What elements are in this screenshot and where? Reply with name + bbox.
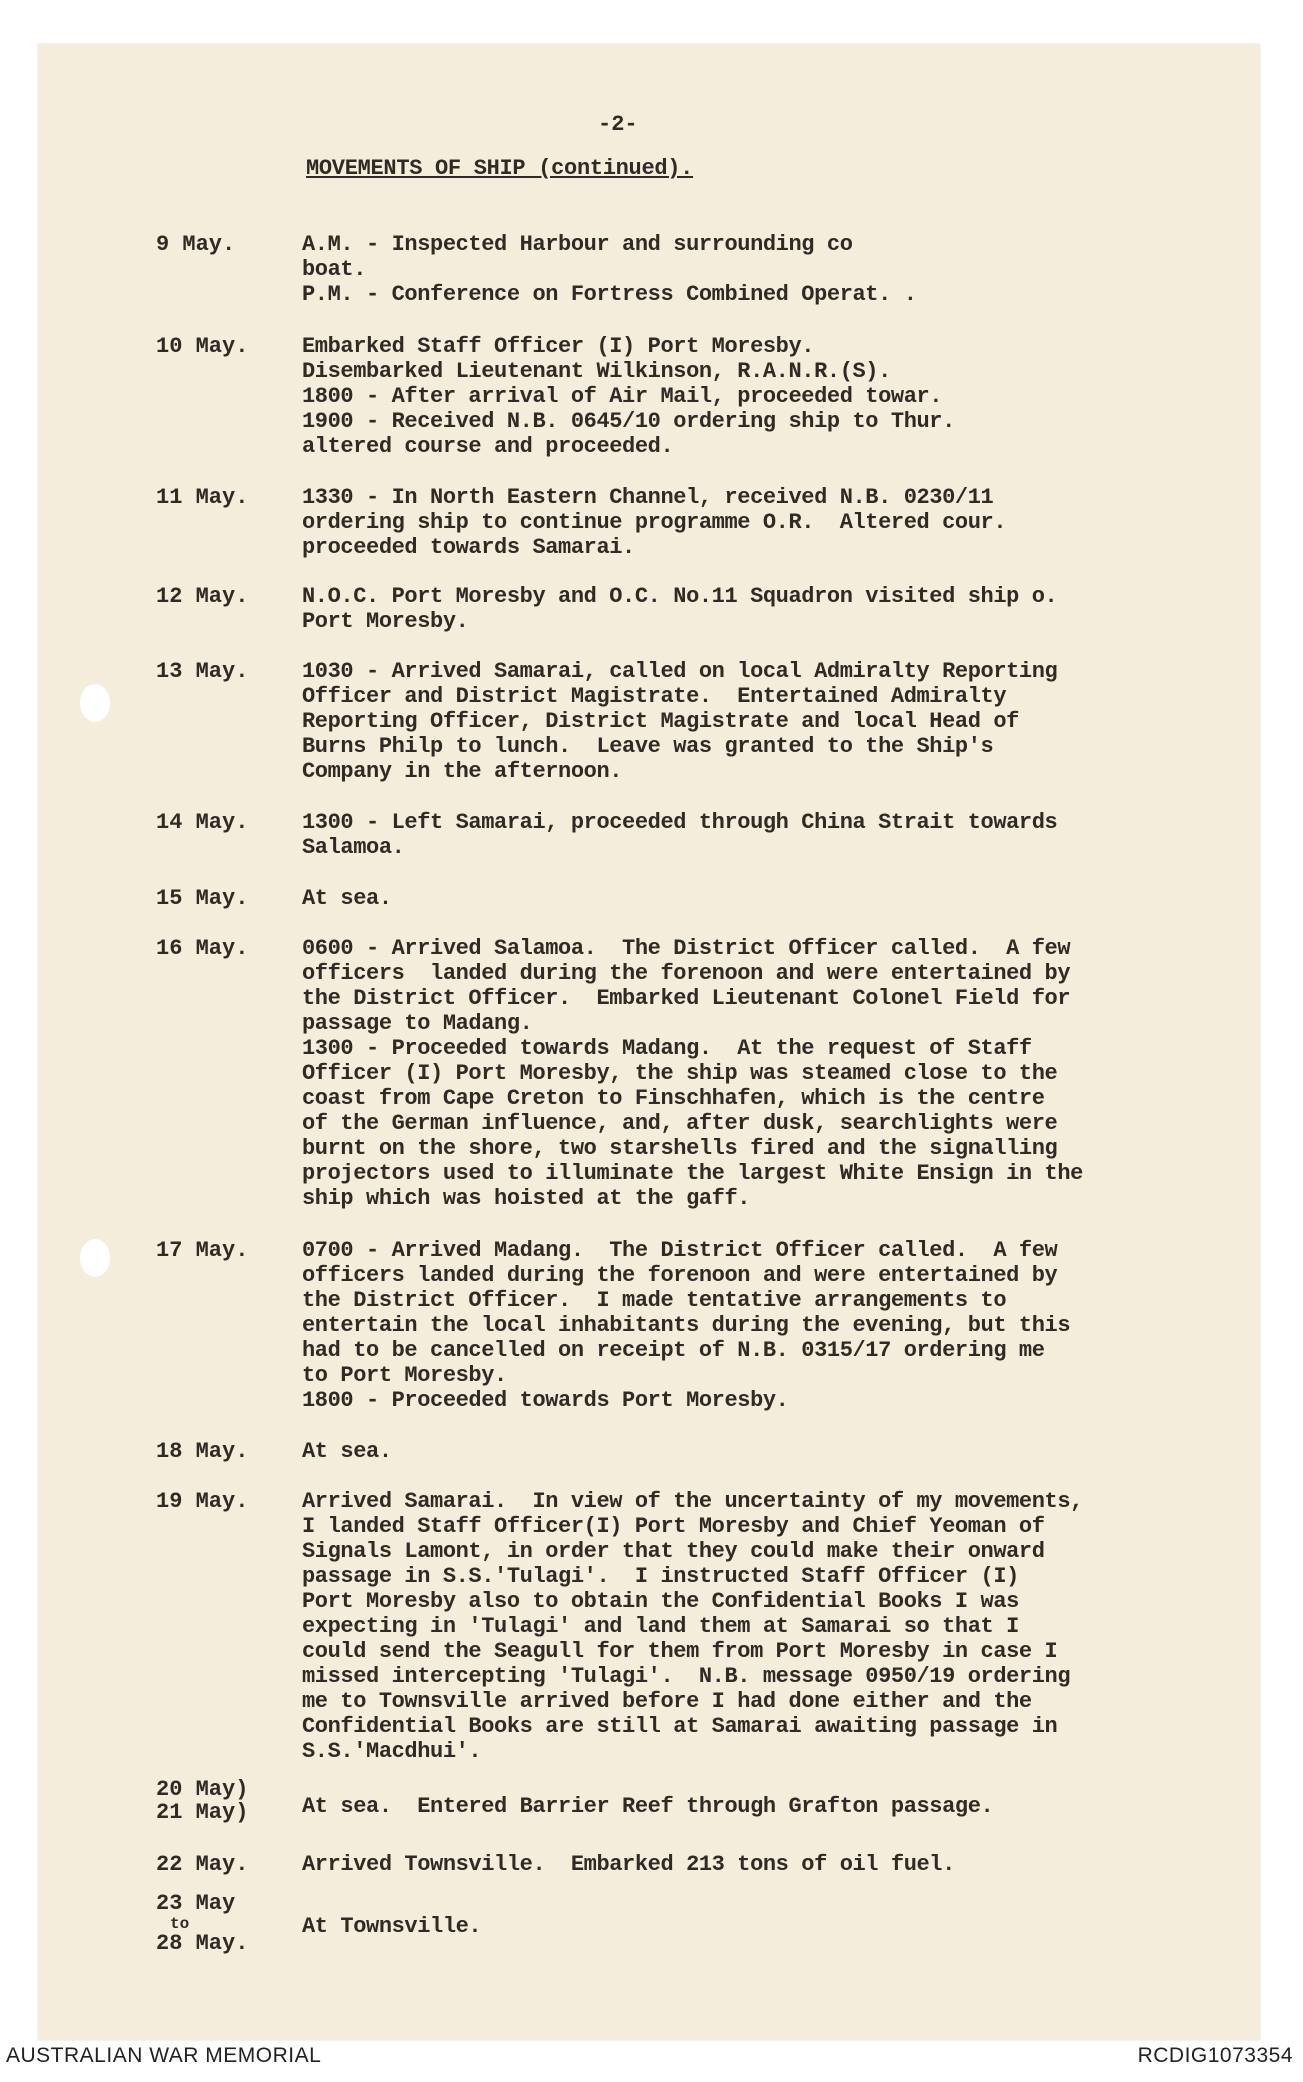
entry-text: Arrived Samarai. In view of the uncertainty of my movements, I landed Staff Officer(I) Port Moresby and Chief Yeoman of Signals Lamont, in order that they could make their onward passage in S.S.'Tulagi'. I instructed Staff Officer (I) Port Moresby also to obtain the Confidential Books I was expecting in 'Tulagi' and land them at Samarai so that I could send the Seagull for them from Port Moresby in case I missed intercepting 'Tulagi'. N.B. message 0950/19 ordering me to Townsville arrived before I had done either and the Confidential Books are still at Samarai awaiting passage in S.S.'Macdhui'. [302,1489,1083,1764]
entry-text: 0700 - Arrived Madang. The District Officer called. A few officers landed during the forenoon and were entertained by the District Officer. I made tentative arrangements to entertain the local inhabitants during the evening, but this had to be cancelled on receipt of N.B. 0315/17 ordering me to Port Moresby. 1800 - Proceeded towards Port Moresby. [302,1238,1071,1413]
entry-date: 22 May. [156,1852,249,1877]
entry-date-line: 28 May. [156,1931,249,1956]
entry-date-range [156,1778,266,1824]
entry-text: At sea. Entered Barrier Reef through Grafton passage. [302,1794,994,1819]
entry-text: Arrived Townsville. Embarked 213 tons of oil fuel. [302,1852,955,1877]
entry-date: 16 May. [156,936,249,961]
entry-text: At sea. [302,1439,392,1464]
entry-text: N.O.C. Port Moresby and O.C. No.11 Squadron visited ship o. Port Moresby. [302,584,1058,634]
punch-hole [80,684,110,722]
entry-date-line: 23 May [156,1891,236,1916]
page-number: -2- [598,112,638,137]
entry-text: 1300 - Left Samarai, proceeded through China Strait towards Salamoa. [302,810,1058,860]
entry-date: 9 May. [156,232,236,257]
entry-text: At Townsville. [302,1914,482,1939]
entry-date: 13 May. [156,659,249,684]
document-page [38,44,1260,2040]
punch-hole [80,1239,110,1277]
entry-date: 15 May. [156,886,249,911]
entry-date: 12 May. [156,584,249,609]
entry-date-line: to [170,1915,190,1933]
entry-date: 14 May. [156,810,249,835]
entry-date: 18 May. [156,1439,249,1464]
entry-date: 19 May. [156,1489,249,1514]
archive-credit: AUSTRALIAN WAR MEMORIAL [6,2044,322,2067]
entry-text: 1330 - In North Eastern Channel, received N.B. 0230/11 ordering ship to continue programme O.R. Altered cour. proceeded towards Samarai. [302,485,1007,560]
archive-reference: RCDIG1073354 [1137,2044,1293,2067]
entry-text: 1030 - Arrived Samarai, called on local Admiralty Reporting Officer and District Magistrate. Entertained Admiralty Reporting Officer, District Magistrate and local Head of Burns Philp to lunch. Leave was granted to the Ship's Company in the afternoon. [302,659,1058,784]
entry-date-line: 20 May) [156,1777,249,1802]
entry-text: Embarked Staff Officer (I) Port Moresby. Disembarked Lieutenant Wilkinson, R.A.N.R.(S). 1800 - After arrival of Air Mail, proceeded towar. 1900 - Received N.B. 0645/10 ordering ship to Thur. altered course and proceeded. [302,334,955,459]
entry-text: At sea. [302,886,392,911]
entry-date-range [156,1891,266,1956]
entry-date: 11 May. [156,485,249,510]
entry-date: 17 May. [156,1238,249,1263]
section-heading: MOVEMENTS OF SHIP (continued). [306,156,694,181]
entry-date-line: 21 May) [156,1800,249,1825]
entry-date: 10 May. [156,334,249,359]
entry-text: 0600 - Arrived Salamoa. The District Officer called. A few officers landed during the forenoon and were entertained by the District Officer. Embarked Lieutenant Colonel Field for passage to Madang. 1300 - Proceeded towards Madang. At the request of Staff Officer (I) Port Moresby, the ship was steamed close to the coast from Cape Creton to Finschhafen, which is the centre of the German influence, and, after dusk, searchlights were burnt on the shore, two starshells fired and the signalling projectors used to illuminate the largest White Ensign in the ship which was hoisted at the gaff. [302,936,1083,1211]
entry-text: A.M. - Inspected Harbour and surrounding co boat. P.M. - Conference on Fortress Combined Operat. . [302,232,917,307]
